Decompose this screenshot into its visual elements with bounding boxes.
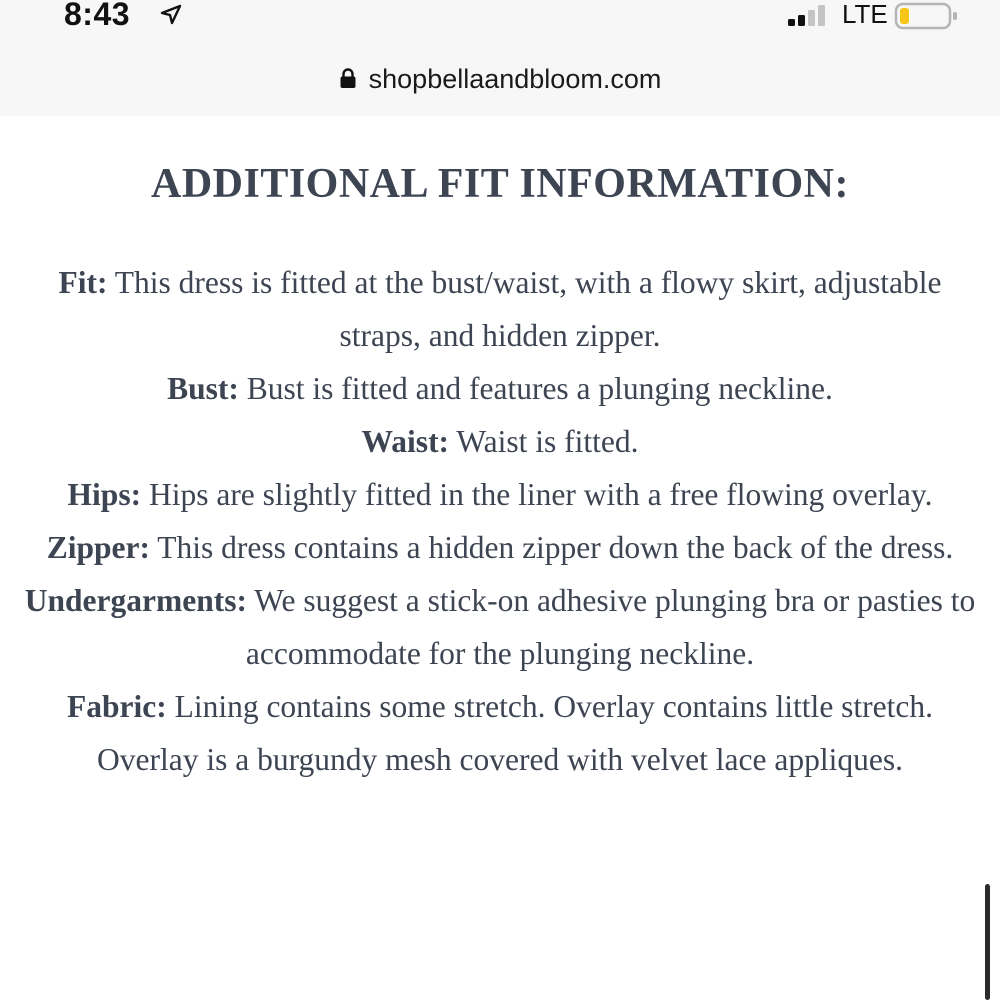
detail-label: Fit: bbox=[58, 265, 108, 300]
detail-undergarments bbox=[20, 574, 980, 680]
detail-label: Fabric: bbox=[66, 689, 167, 724]
location-arrow-icon bbox=[158, 2, 184, 28]
detail-bust bbox=[20, 362, 980, 415]
status-time: 8:43 bbox=[64, 0, 131, 32]
detail-text: Bust is fitted and features a plunging neckline. bbox=[246, 371, 833, 406]
detail-fabric bbox=[20, 680, 980, 786]
address-bar[interactable] bbox=[0, 40, 1000, 117]
detail-text: We suggest a stick-on adhesive plunging bra or pasties to accommodate for the plunging neckline. bbox=[245, 583, 976, 671]
scrollbar[interactable] bbox=[985, 884, 990, 1000]
detail-hips bbox=[20, 468, 980, 521]
detail-label: Undergarments: bbox=[24, 583, 247, 618]
page-title: ADDITIONAL FIT INFORMATION: bbox=[150, 161, 849, 207]
detail-label: Hips: bbox=[67, 477, 142, 512]
detail-label: Zipper: bbox=[46, 530, 150, 565]
detail-zipper bbox=[20, 521, 980, 574]
detail-label: Bust: bbox=[167, 371, 239, 406]
fit-details bbox=[20, 256, 980, 786]
detail-waist bbox=[20, 415, 980, 468]
detail-text: Hips are slightly fitted in the liner with a free flowing overlay. bbox=[148, 477, 933, 512]
detail-label: Waist: bbox=[361, 424, 450, 459]
cellular-signal-icon bbox=[788, 4, 832, 26]
detail-text: This dress contains a hidden zipper down the back of the dress. bbox=[157, 530, 954, 565]
detail-text: Waist is fitted. bbox=[456, 424, 639, 459]
detail-text: This dress is fitted at the bust/waist, with a flowy skirt, adjustable straps, and hidden zipper. bbox=[114, 265, 942, 353]
url-text: shopbellaandbloom.com bbox=[368, 63, 662, 94]
carrier-label: LTE bbox=[842, 0, 888, 29]
battery-low-icon bbox=[894, 2, 960, 30]
url-display[interactable] bbox=[0, 60, 1000, 100]
status-bar bbox=[0, 0, 1000, 40]
page-content bbox=[0, 116, 1000, 1000]
detail-fit bbox=[20, 256, 980, 362]
detail-text: Lining contains some stretch. Overlay contains little stretch. Overlay is a burgundy mesh covered with velvet lace appliques. bbox=[97, 689, 934, 777]
lock-icon bbox=[339, 67, 357, 89]
